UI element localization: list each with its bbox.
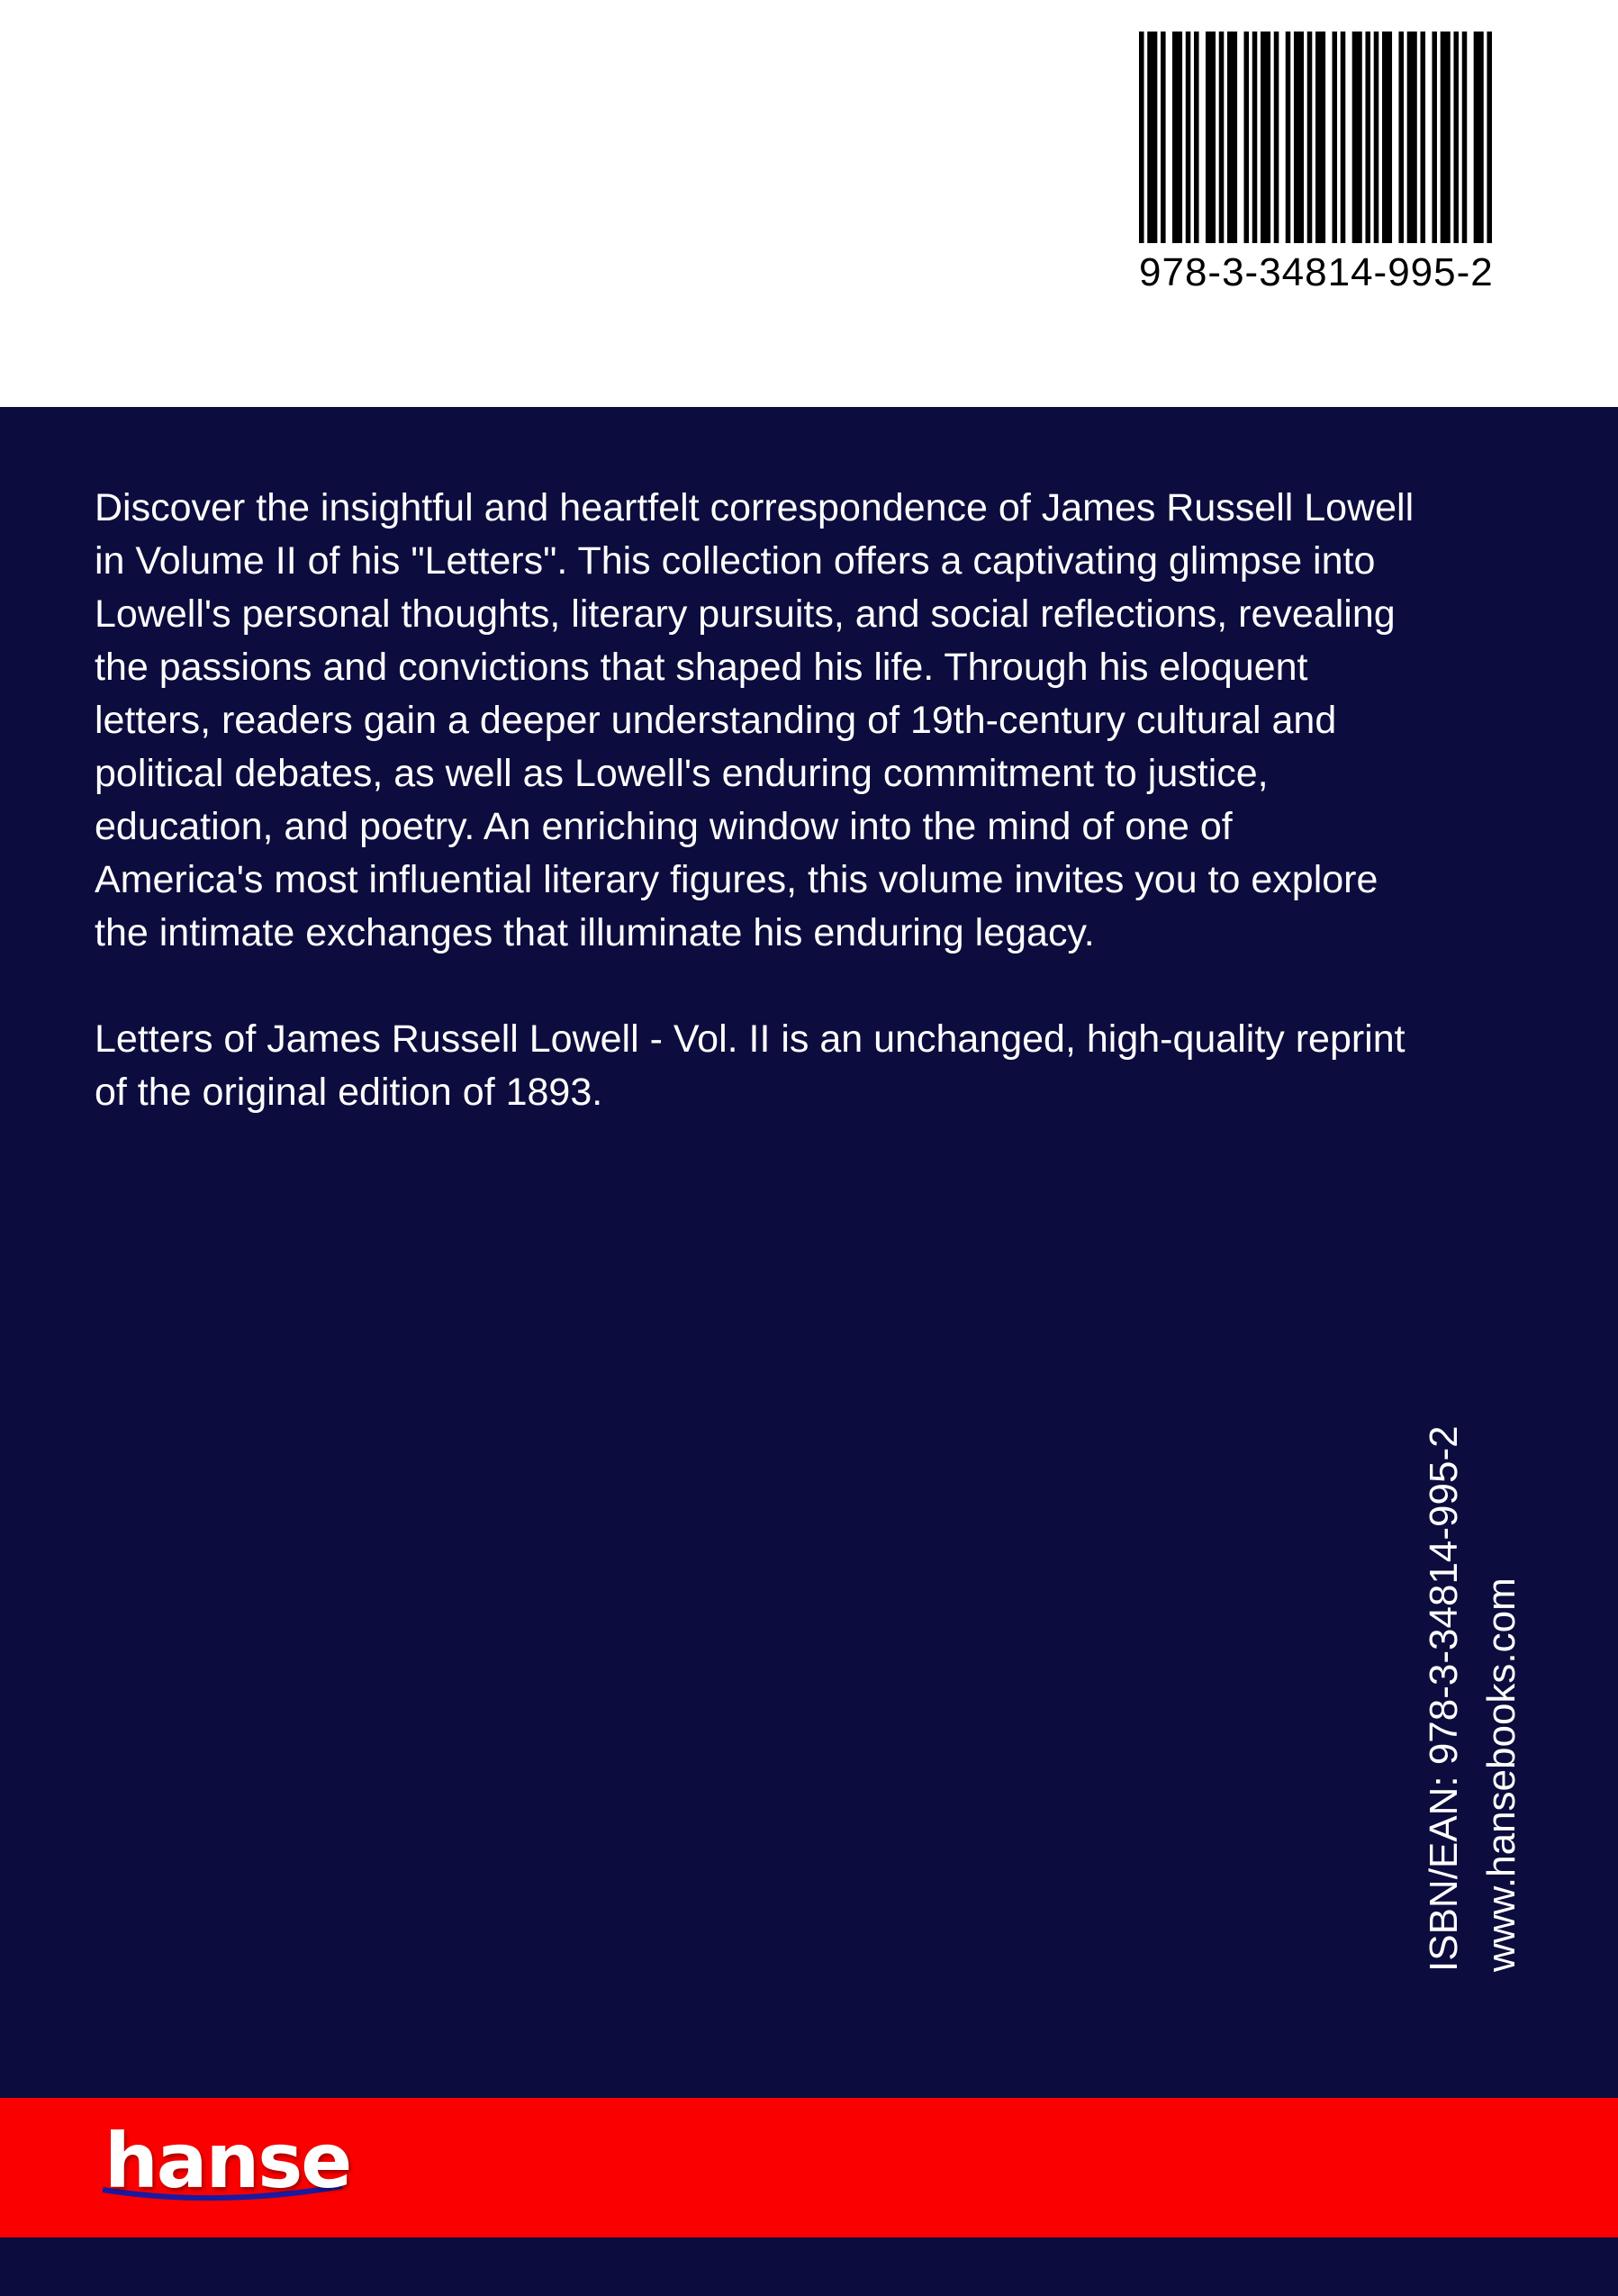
logo-text: hanse: [104, 2117, 351, 2205]
barcode-icon: [1139, 32, 1492, 243]
hanse-logo: [101, 2116, 353, 2215]
barcode-block: [1139, 32, 1492, 295]
description-paragraph-1: Discover the insightful and heartfelt correspondence of James Russell Lowell in Volume II of his "Letters". This collection offers a captivating glimpse into Lowell's personal thoughts, literary pursuits, and social reflections, revealing the passions and convictions that shaped his life. Through his eloquent letters, readers gain a deeper understanding of 19th-century cultural and political debates, as well as Lowell's enduring commitment to justice, education, and poetry. An enriching window into the mind of one of America's most influential literary figures, this volume invites you to explore the intimate exchanges that illuminate his enduring legacy.: [95, 486, 1415, 954]
book-description: [95, 482, 1535, 1119]
top-white-area: [0, 0, 1618, 407]
spine-info: [1415, 1425, 1531, 1972]
website-text: www.hansebooks.com: [1479, 1577, 1523, 1972]
bottom-strip: [0, 2237, 1618, 2296]
description-paragraph-2: Letters of James Russell Lowell - Vol. II is an unchanged, high-quality reprint of the original edition of 1893.: [95, 1017, 1406, 1114]
isbn-text: ISBN/EAN: 978-3-34814-995-2: [1422, 1425, 1466, 1972]
barcode-number: 978-3-34814-995-2: [1139, 250, 1494, 294]
